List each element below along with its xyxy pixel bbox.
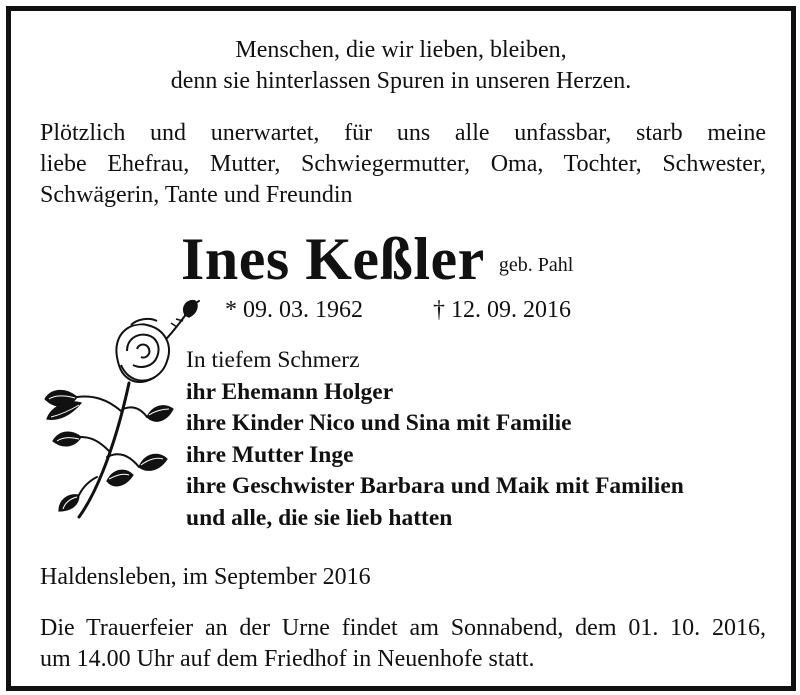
death-date: † 12. 09. 2016	[433, 297, 571, 323]
mourner-line: ihre Geschwister Barbara und Maik mit Familien	[186, 473, 684, 499]
mourner-line: ihre Mutter Inge	[186, 441, 354, 468]
mourners-heading: In tiefem Schmerz	[186, 347, 360, 373]
maiden-name: geb. Pahl	[498, 254, 574, 276]
motto-line-1: Menschen, die wir lieben, bleiben,	[235, 37, 567, 63]
mourner-line: und alle, die sie lieb hatten	[186, 504, 453, 531]
mourner-line: ihr Ehemann Holger	[186, 378, 394, 405]
obituary-notice	[6, 6, 796, 691]
funeral-info-line-2: um 14.00 Uhr auf dem Friedhof in Neuenhofe statt.	[40, 646, 535, 672]
birth-date: * 09. 03. 1962	[225, 297, 363, 323]
mourner-line: ihre Kinder Nico und Sina mit Familie	[186, 410, 572, 436]
intro-line-3: Schwägerin, Tante und Freundin	[40, 182, 353, 208]
intro-line-1: Plötzlich und unerwartet, für uns alle unfassbar, starb meine	[40, 120, 766, 146]
motto-line-2: denn sie hinterlassen Spuren in unseren Herzen.	[170, 68, 632, 94]
rose-icon	[37, 291, 207, 521]
funeral-info-line-1: Die Trauerfeier an der Urne findet am Sonnabend, dem 01. 10. 2016,	[40, 615, 766, 641]
deceased-heading	[181, 225, 573, 294]
mourners-block	[186, 345, 684, 534]
intro-line-2: liebe Ehefrau, Mutter, Schwiegermutter, Oma, Tochter, Schwester,	[40, 151, 766, 177]
place-date: Haldensleben, im September 2016	[40, 564, 371, 590]
deceased-name: Ines Keßler	[181, 226, 485, 292]
